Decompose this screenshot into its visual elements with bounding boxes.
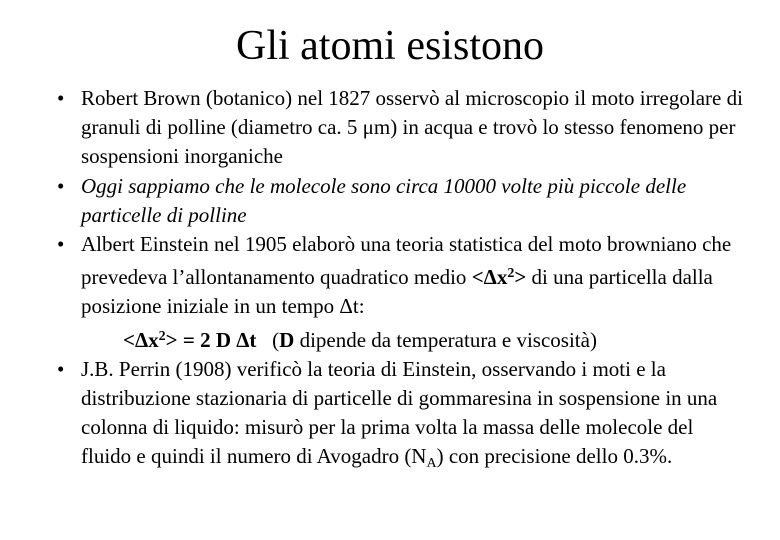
avogadro-subscript: A: [426, 456, 437, 472]
slide-title: Gli atomi esistono: [236, 23, 544, 69]
bullet-molecules: [60, 172, 745, 230]
bullet-einstein: [60, 230, 745, 355]
msd-symbol: $<\Delta x^2>$: [471, 265, 527, 290]
bullet-text: Oggi sappiamo che le molecole sono circa 10000 volte più piccole delle particelle di polline: [81, 173, 687, 227]
bullet-perrin: [60, 355, 745, 479]
bullet-text-cont: di una particella dalla posizione iniziale in un tempo Δt:: [81, 265, 713, 319]
bullet-text: Robert Brown (botanico) nel 1827 osservò al microscopio il moto irregolare di granuli di polline (diametro ca. 5 μm) in acqua e trovò lo stesso fenomeno per sospensioni inorganiche: [81, 86, 743, 169]
bullet-text: Albert Einstein nel 1905 elaborò una teoria statistica del moto browniano che prevedeva l’allontanamento quadratico medio: [81, 232, 732, 290]
bullet-list: [60, 84, 745, 479]
bullet-brown: [60, 84, 745, 172]
einstein-formula: $<\Delta x^2> = 2$ D Δt (D dipende da temperatura e viscosità): [123, 327, 597, 352]
bullet-text: J.B. Perrin (1908) verificò la teoria di Einstein, osservando i moti e la distribuzione stazionaria di particelle di gommaresina in sospensione in una colonna di liquido: misurò per la prima volta la massa delle molecole del fluido e quindi il numero di Avogadro (N: [81, 356, 718, 469]
formula-note: (D dipende da temperatura e viscosità): [272, 327, 597, 352]
bullet-text-end: ) con precisione dello 0.3%.: [436, 444, 673, 469]
